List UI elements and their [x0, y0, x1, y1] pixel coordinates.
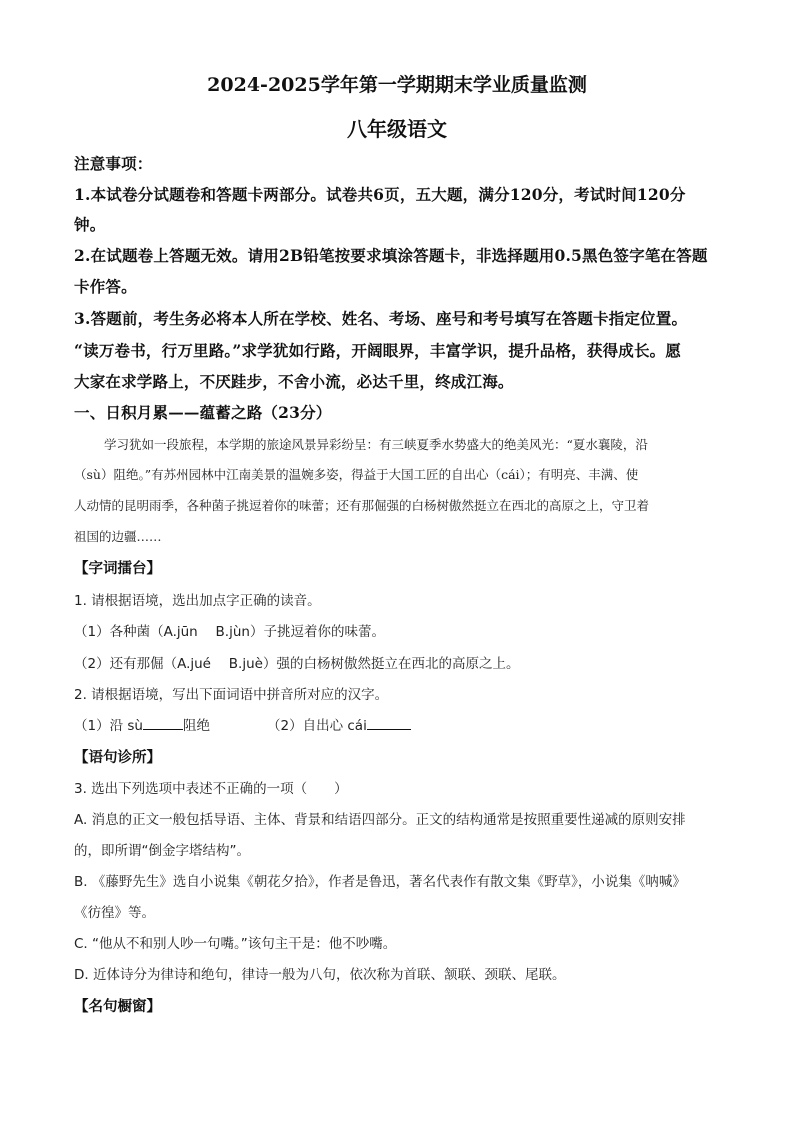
question-2-1-suffix: 阻绝 [182, 718, 210, 734]
question-1-1: （1）各种菌（A.jūn B.jùn）子挑逗着你的味蕾。 [74, 624, 385, 640]
answer-blank[interactable] [143, 717, 183, 730]
question-2-1 [74, 714, 210, 734]
answer-blank[interactable] [367, 717, 411, 730]
notes-line: 2.在试题卷上答题无效。请用2B铅笔按要求填涂答题卡，非选择题用0.5黑色签字笔在答题 [74, 246, 708, 265]
intro-line: 人动情的昆明雨季，各种菌子挑逗着你的味蕾；还有那倔强的白杨树傲然挺立在西北的高原之上，守卫着 [74, 498, 650, 513]
notes-line: 钟。 [74, 215, 106, 234]
intro-line: （sù）阻绝。”有苏州园林中江南美景的温婉多姿，得益于大国工匠的自出心（cái）；有明亮、丰满、使 [74, 467, 639, 482]
motto-line: 大家在求学路上，不厌跬步，不舍小流，必达千里，终成江海。 [74, 372, 514, 391]
question-3: 3. 选出下列选项中表述不正确的一项（ ） [74, 781, 348, 797]
question-1-2: （2）还有那倔（A.jué B.juè）强的白杨树傲然挺立在西北的高原之上。 [74, 656, 520, 672]
question-2: 2. 请根据语境，写出下面词语中拼音所对应的汉字。 [74, 687, 389, 703]
section-heading-words: 【字词擂台】 [74, 560, 161, 577]
option-c: C. “他从不和别人吵一句嘴。”该句主干是：他不吵嘴。 [74, 936, 397, 952]
question-2-2 [267, 714, 411, 734]
option-b-line: B. 《藤野先生》选自小说集《朝花夕拾》，作者是鲁迅，著名代表作有散文集《野草》，小说集《呐喊》 [74, 874, 686, 890]
option-a-line: 的，即所谓“倒金字塔结构”。 [74, 843, 250, 859]
exam-subtitle: 八年级语文 [347, 117, 447, 141]
option-a-line: A. 消息的正文一般包括导语、主体、背景和结语四部分。正文的结构通常是按照重要性递减的原则安排 [74, 812, 686, 828]
notes-heading: 注意事项： [74, 154, 153, 173]
notes-line: 3.答题前，考生务必将本人所在学校、姓名、考场、座号和考号填写在答题卡指定位置。 [74, 309, 688, 328]
option-b-line: 《彷徨》等。 [74, 905, 155, 921]
section-heading-quotes: 【名句橱窗】 [74, 998, 161, 1015]
intro-line: 学习犹如一段旅程，本学期的旅途风景异彩纷呈：有三峡夏季水势盛大的绝美风光：“夏水襄陵，沿 [104, 437, 648, 452]
section-heading-sentences: 【语句诊所】 [74, 749, 161, 766]
question-1: 1. 请根据语境，选出加点字正确的读音。 [74, 593, 321, 609]
option-d: D. 近体诗分为律诗和绝句，律诗一般为八句，依次称为首联、颔联、颈联、尾联。 [74, 967, 566, 983]
part1-heading: 一、日积月累——蕴蓄之路（23分） [74, 403, 332, 422]
notes-line: 1.本试卷分试题卷和答题卡两部分。试卷共6页，五大题，满分120分，考试时间120分 [74, 185, 686, 204]
question-2-1-prefix: （1）沿 sù [74, 718, 143, 734]
motto-line: “读万卷书，行万里路。”求学犹如行路，开阔眼界，丰富学识，提升品格，获得成长。愿 [74, 341, 682, 360]
intro-line: 祖国的边疆…… [74, 529, 162, 544]
question-2-2-prefix: （2）自出心 cái [267, 718, 367, 734]
exam-title: 2024-2025学年第一学期期末学业质量监测 [207, 74, 587, 96]
notes-line: 卡作答。 [74, 277, 137, 296]
